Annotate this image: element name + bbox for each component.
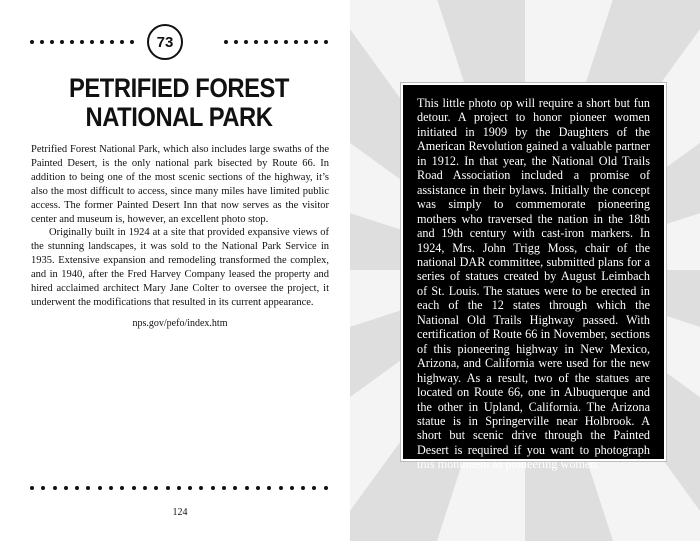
- rule-dot: [294, 40, 298, 44]
- rule-dot: [244, 40, 248, 44]
- rule-dot: [98, 486, 102, 490]
- rule-dot: [304, 40, 308, 44]
- rule-dot: [120, 40, 124, 44]
- rule-dot: [234, 40, 238, 44]
- page-number: 124: [172, 507, 188, 518]
- rule-dot: [222, 486, 226, 490]
- rule-dot: [324, 40, 328, 44]
- sidebar-text-box: [401, 83, 666, 472]
- rule-dot: [290, 486, 294, 490]
- rule-dot: [166, 486, 170, 490]
- rule-dot: [30, 486, 34, 490]
- body-text: [31, 143, 329, 310]
- title-line-2: NATIONAL PARK: [85, 102, 273, 132]
- rule-dot: [211, 486, 215, 490]
- rule-dot: [264, 40, 268, 44]
- rule-dot: [233, 486, 237, 490]
- rule-dot: [70, 40, 74, 44]
- rule-dot: [64, 486, 68, 490]
- rule-dot: [224, 40, 228, 44]
- rule-dot: [199, 486, 203, 490]
- rule-dot: [314, 40, 318, 44]
- page-title: [48, 74, 310, 132]
- rule-dot: [109, 486, 113, 490]
- rule-dot: [324, 486, 328, 490]
- sidebar-text: This little photo op will require a short but fun detour. A project to honor pioneer women initiated in 1909 by the Daughters of the American Revolution gained a valuable partner in 1912. In that year, the National Old Trails Road Association included a promise of assistance in their bylaws. Initially the concept was simply to commemorate pioneering mothers who traversed the nation in the 18th and 19th century with cast-iron markers. In 1924, Mrs. John Trigg Moss, chair of the national DAR committee, submitted plans for a series of statues created by August Leimbach of St. Louis. The statues were to be erected in each of the 12 states through which the National Old Trails Highway passed. With certification of Route 66 in November, sections of this pioneering highway in New Mexico, Arizona, and California were used for the new highway. As a result, two of the statues are located on Route 66, one in Albuquerque and the other in Upland, California. The Arizona statue is in Springerville near Holbrook. A short but scenic drive through the Painted Desert is required if you want to photograph this monument to pioneering women.: [417, 96, 650, 472]
- rule-dot: [312, 486, 316, 490]
- rule-dot: [86, 486, 90, 490]
- rule-dot: [100, 40, 104, 44]
- rule-dot: [120, 486, 124, 490]
- right-page: [350, 0, 700, 541]
- page-badge: 73: [147, 24, 183, 60]
- rule-dot: [50, 40, 54, 44]
- rule-dot: [254, 40, 258, 44]
- rule-dot: [41, 486, 45, 490]
- rule-dot: [245, 486, 249, 490]
- rule-dot: [143, 486, 147, 490]
- rule-dot: [279, 486, 283, 490]
- rule-dot: [256, 486, 260, 490]
- paragraph-2: Originally built in 1924 at a site that provided expansive views of the stunning landscapes, it was sold to the National Park Service in 1935. Extensive expansion and remodeling transformed the complex, and in 1940, after the Fred Harvey Company leased the property and hired acclaimed architect Mary Jane Colter to oversee the project, it underwent the modifications that resulted in its current appearance.: [31, 227, 329, 308]
- rule-dot: [188, 486, 192, 490]
- website-url: nps.gov/pefo/index.htm: [132, 318, 228, 329]
- rule-dot: [267, 486, 271, 490]
- rule-dot: [40, 40, 44, 44]
- rule-dot: [274, 40, 278, 44]
- rule-dot: [284, 40, 288, 44]
- bottom-dotted-rule: [30, 483, 328, 493]
- rule-dot: [130, 40, 134, 44]
- rule-dot: [75, 486, 79, 490]
- rule-dot: [132, 486, 136, 490]
- rule-dot: [90, 40, 94, 44]
- rule-dot: [30, 40, 34, 44]
- rule-dot: [154, 486, 158, 490]
- rule-dot: [110, 40, 114, 44]
- title-line-1: PETRIFIED FOREST: [68, 73, 290, 103]
- rule-dot: [177, 486, 181, 490]
- rule-dot: [60, 40, 64, 44]
- paragraph-1: Petrified Forest National Park, which also includes large swaths of the Painted Desert, is the only national park bisected by Route 66. In addition to being one of the most scenic sections of the highway, it’s also the most difficult to access, since many miles have limited public access. The former Painted Desert Inn that now serves as the visitor center and museum is, however, an excellent photo stop.: [31, 144, 329, 225]
- rule-dot: [53, 486, 57, 490]
- rule-dot: [301, 486, 305, 490]
- rule-dot: [80, 40, 84, 44]
